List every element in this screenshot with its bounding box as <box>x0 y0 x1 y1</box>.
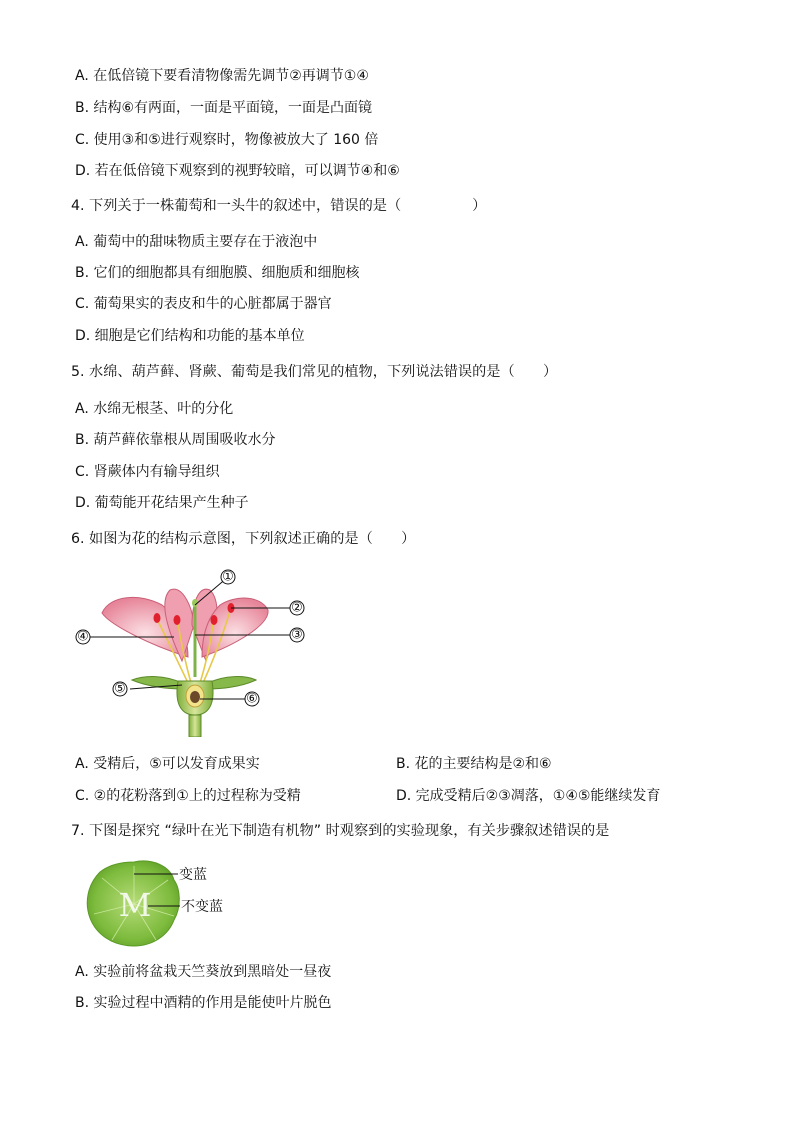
q4-option-a: A. 葡萄中的甜味物质主要存在于液泡中 <box>75 234 318 250</box>
label-3: ③ <box>291 627 303 643</box>
q3-option-a: A. 在低倍镜下要看清物像需先调节②再调节①④ <box>75 68 369 84</box>
q6-option-d: D. 完成受精后②③凋落，①④⑤能继续发育 <box>396 788 661 804</box>
q7-option-b: B. 实验过程中酒精的作用是能使叶片脱色 <box>75 995 332 1011</box>
q3-option-b: B. 结构⑥有两面，一面是平面镜，一面是凸面镜 <box>75 100 373 116</box>
q4-stem: 4. 下列关于一株葡萄和一头牛的叙述中，错误的是（ ） <box>71 198 487 214</box>
q5-option-a: A. 水绵无根茎、叶的分化 <box>75 401 234 417</box>
q3-option-c: C. 使用③和⑤进行观察时，物像被放大了 160 倍 <box>75 132 379 148</box>
label-2: ② <box>291 600 303 616</box>
q5-option-c: C. 肾蕨体内有输导组织 <box>75 464 220 480</box>
q4-option-d: D. 细胞是它们结构和功能的基本单位 <box>75 328 305 344</box>
leaf-experiment-figure <box>82 858 242 948</box>
label-6: ⑥ <box>246 691 258 707</box>
q5-option-b: B. 葫芦藓依靠根从周围吸收水分 <box>75 432 276 448</box>
q5-option-d: D. 葡萄能开花结果产生种子 <box>75 495 249 511</box>
q6-option-a: A. 受精后，⑤可以发育成果实 <box>75 756 260 772</box>
q4-option-c: C. 葡萄果实的表皮和牛的心脏都属于器官 <box>75 296 332 312</box>
q6-stem: 6. 如图为花的结构示意图，下列叙述正确的是（ ） <box>71 531 416 547</box>
label-4: ④ <box>77 629 89 645</box>
q6-option-b: B. 花的主要结构是②和⑥ <box>396 756 552 772</box>
q4-option-b: B. 它们的细胞都具有细胞膜、细胞质和细胞核 <box>75 265 360 281</box>
q5-stem: 5. 水绵、葫芦藓、肾蕨、葡萄是我们常见的植物，下列说法错误的是（ ） <box>71 364 558 380</box>
label-turns-blue: 变蓝 <box>179 867 207 883</box>
label-5: ⑤ <box>114 681 126 697</box>
q6-option-c: C. ②的花粉落到①上的过程称为受精 <box>75 788 301 804</box>
flower-structure-diagram <box>70 565 320 737</box>
label-not-blue: 不变蓝 <box>181 899 223 915</box>
q7-stem: 7. 下图是探究 “绿叶在光下制造有机物” 时观察到的实验现象，有关步骤叙述错误的是 <box>71 823 610 839</box>
q7-option-a: A. 实验前将盆栽天竺葵放到黑暗处一昼夜 <box>75 964 332 980</box>
label-1: ① <box>222 569 234 585</box>
q3-option-d: D. 若在低倍镜下观察到的视野较暗，可以调节④和⑥ <box>75 163 400 179</box>
leaf-letter: M <box>118 886 152 924</box>
